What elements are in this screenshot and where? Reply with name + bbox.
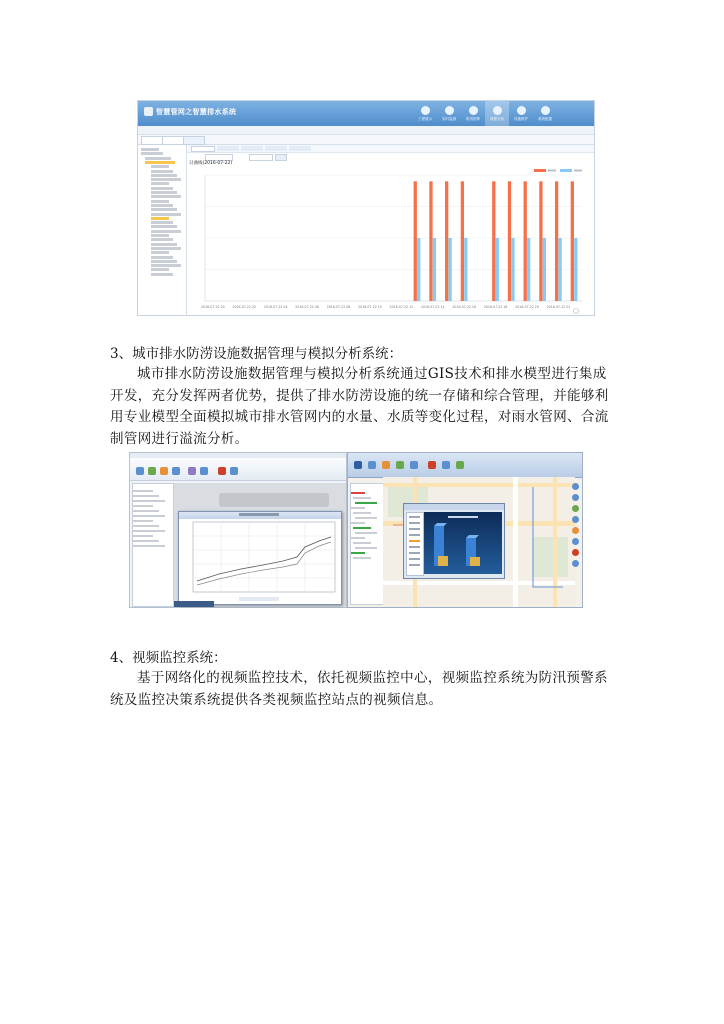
nav-item-flood-command[interactable]	[461, 101, 485, 126]
plot-area	[193, 522, 335, 592]
chart-panel	[187, 145, 594, 315]
daily-bar-chart	[187, 165, 594, 315]
nav-item-data-analysis[interactable]	[485, 101, 509, 126]
nav-item-config[interactable]	[533, 101, 557, 126]
nav-item-maintenance[interactable]	[509, 101, 533, 126]
model-analysis-window	[129, 452, 347, 608]
legend-label	[548, 170, 556, 172]
sub-tabs	[187, 145, 594, 153]
legend-label	[574, 170, 582, 172]
tree-row[interactable]	[351, 552, 365, 554]
tree-row[interactable]	[133, 545, 165, 547]
bar	[543, 238, 546, 301]
drainage-system-screenshot	[137, 100, 595, 316]
ribbon-toolbar	[130, 458, 346, 481]
tree-row[interactable]	[151, 187, 173, 190]
list-item[interactable]	[409, 522, 420, 524]
list-item[interactable]	[409, 546, 420, 548]
tree-row[interactable]	[151, 251, 169, 254]
bar	[524, 181, 527, 301]
tree-row[interactable]	[151, 234, 169, 237]
profile-chart-dialog	[178, 511, 342, 605]
tree-row[interactable]	[351, 522, 365, 524]
date-input[interactable]	[249, 154, 273, 161]
station-tree	[138, 145, 187, 315]
bar	[555, 181, 558, 301]
nav-label: 实时监测	[442, 116, 456, 121]
tool-icon[interactable]	[442, 461, 450, 469]
x-tick-label: 2016-07-22 14	[420, 305, 445, 309]
app-title: 智慧管网之智慧排水系统	[156, 108, 237, 116]
dialog-titlebar	[179, 512, 341, 519]
tree-row[interactable]	[133, 490, 153, 492]
tree-row[interactable]	[133, 515, 165, 517]
identify-icon[interactable]	[572, 538, 579, 545]
tree-row[interactable]	[355, 547, 377, 549]
tree-row[interactable]	[133, 520, 153, 522]
app-logo-icon	[144, 107, 153, 116]
tree-row[interactable]	[353, 497, 371, 499]
tree-row[interactable]	[151, 208, 177, 211]
tool-icon[interactable]	[148, 467, 156, 475]
sub-tab[interactable]	[289, 146, 311, 151]
select-icon[interactable]	[572, 549, 579, 556]
tree-row[interactable]	[151, 273, 173, 276]
tree-row[interactable]	[151, 174, 177, 177]
bar	[511, 238, 514, 301]
list-item[interactable]	[409, 534, 420, 536]
tree-row[interactable]	[151, 268, 169, 271]
x-tick-label: 2016-07-22 04	[263, 305, 288, 309]
tree-row[interactable]	[141, 152, 163, 155]
page-tab-strip	[138, 135, 594, 145]
tree-row[interactable]	[151, 178, 181, 181]
bar	[429, 181, 432, 301]
tree-row[interactable]	[151, 221, 173, 224]
tree-row[interactable]	[151, 264, 181, 267]
tree-row[interactable]	[351, 507, 365, 509]
layer-pane	[132, 483, 174, 607]
bar	[496, 238, 499, 301]
tree-row[interactable]	[151, 260, 177, 263]
layer-tree	[350, 483, 384, 605]
query-button[interactable]	[275, 154, 287, 161]
nav-label: 数据分析	[490, 116, 504, 121]
toolbar	[138, 126, 594, 135]
tool-icon[interactable]	[200, 467, 208, 475]
tree-row[interactable]	[151, 225, 177, 228]
modeling-system-screenshot	[129, 452, 583, 608]
bar	[464, 238, 467, 301]
sub-tab-active[interactable]	[191, 146, 215, 152]
tool-icon[interactable]	[428, 461, 436, 469]
tree-row[interactable]	[151, 243, 177, 246]
tool-icon[interactable]	[160, 467, 168, 475]
bar	[571, 181, 574, 301]
bar	[508, 181, 511, 301]
tree-row[interactable]	[355, 517, 377, 519]
tree-row[interactable]	[355, 532, 377, 534]
bar3d-blue-top	[466, 535, 479, 538]
water-level-line-chart	[179, 519, 341, 604]
bar3d-yellow	[438, 556, 448, 566]
zoom-in-icon[interactable]	[572, 483, 579, 490]
x-tick-label: 2016-07-22 00	[201, 305, 225, 309]
monitor-icon	[445, 106, 454, 115]
measure-icon[interactable]	[572, 516, 579, 523]
tree-row[interactable]	[151, 200, 169, 203]
tool-icon[interactable]	[456, 461, 464, 469]
dialog-button	[239, 597, 279, 601]
tree-row[interactable]	[151, 213, 181, 216]
tool-icon[interactable]	[136, 467, 144, 475]
tool-icon[interactable]	[368, 461, 376, 469]
tree-row[interactable]	[151, 247, 181, 250]
bar3d-svg	[424, 512, 502, 574]
tool-icon[interactable]	[410, 461, 418, 469]
x-tick-label: 2016-07-22 02	[232, 305, 257, 309]
tree-row[interactable]	[353, 542, 371, 544]
tool-icon[interactable]	[396, 461, 404, 469]
list-item[interactable]	[409, 552, 420, 554]
map-tools	[572, 483, 580, 593]
zoom-out-icon[interactable]	[572, 494, 579, 501]
dialog-titlebar	[404, 504, 504, 510]
bar	[433, 238, 436, 301]
app-header	[138, 101, 594, 126]
tree-row[interactable]	[353, 512, 371, 514]
list-item[interactable]	[409, 540, 420, 542]
bar	[417, 238, 420, 301]
dialog-title	[239, 513, 279, 516]
section4-heading: 4、视频监控系统：	[110, 650, 227, 666]
bar	[414, 181, 417, 301]
chart-date-label: 日曲线(2016-07-22)	[189, 161, 233, 166]
x-tick-label: 2016-07-22 06	[295, 305, 319, 309]
x-tick-label: 2016-07-22 16	[452, 305, 476, 309]
statistics-list	[406, 512, 424, 576]
bar3d-yellow	[470, 557, 480, 566]
legend-swatch	[534, 169, 546, 172]
tree-row[interactable]	[133, 540, 159, 542]
nav-label: 系统配置	[538, 116, 552, 121]
gis-map-window	[347, 452, 583, 608]
tree-row[interactable]	[353, 557, 371, 559]
refresh-icon[interactable]	[572, 560, 579, 567]
list-item[interactable]	[409, 558, 420, 560]
pipe-profile	[219, 493, 329, 507]
page-tab-active[interactable]	[183, 136, 205, 145]
tool-icon[interactable]	[382, 461, 390, 469]
settings-icon	[541, 106, 550, 115]
tool-icon[interactable]	[354, 461, 362, 469]
tree-row[interactable]	[145, 161, 175, 164]
x-tick-label: 2016-07-22 20	[515, 305, 539, 309]
x-tick-label: 2016-07-22 22	[546, 305, 571, 309]
tree-row[interactable]	[151, 170, 173, 173]
statistics-3d-chart	[424, 512, 502, 574]
bar	[574, 238, 577, 301]
bar	[558, 238, 561, 301]
section3-heading: 3、城市排水防涝设施数据管理与模拟分析系统：	[110, 346, 403, 362]
status-indicator	[174, 601, 214, 607]
tool-icon[interactable]	[218, 467, 226, 475]
tree-row[interactable]	[151, 195, 181, 198]
nav-label: 工程展示	[418, 116, 432, 121]
tree-row[interactable]	[151, 191, 177, 194]
tree-row[interactable]	[133, 505, 153, 507]
person-icon	[469, 106, 478, 115]
ribbon-toolbar	[348, 453, 582, 478]
page-tab[interactable]	[162, 136, 184, 145]
tree-row[interactable]	[133, 495, 159, 497]
tree-row[interactable]	[133, 510, 159, 512]
tool-icon[interactable]	[230, 467, 238, 475]
tree-row[interactable]	[151, 238, 173, 241]
tree-row[interactable]	[133, 525, 159, 527]
filter-bar	[187, 153, 594, 160]
tree-row[interactable]	[353, 527, 371, 529]
tree-row[interactable]	[133, 535, 153, 537]
sub-tab[interactable]	[241, 146, 263, 151]
x-tick-label: 2016-07-22 08	[326, 305, 351, 309]
bar	[539, 181, 542, 301]
top-navigation	[413, 101, 557, 126]
bar3d-blue-top	[434, 523, 447, 526]
tree-row[interactable]	[351, 537, 365, 539]
layer-icon[interactable]	[572, 527, 579, 534]
statistics-dialog	[403, 503, 505, 579]
x-tick-label: 2016-07-22 10	[358, 305, 382, 309]
bar	[448, 238, 451, 301]
list-item[interactable]	[409, 516, 420, 518]
tree-row[interactable]	[145, 157, 171, 160]
nav-label: 防汛指挥	[466, 116, 480, 121]
nav-label: 设施维护	[514, 116, 528, 121]
bar	[527, 238, 530, 301]
sub-tab[interactable]	[265, 146, 287, 151]
section3-paragraph: 城市排水防涝设施数据管理与模拟分析系统通过GIS技术和排水模型进行集成开发，充分发挥两者优势，提供了排水防涝设施的统一存储和综合管理，并能够利用专业模型全面模拟城市排水管网内的水量、水质等变化过程，对雨水管网、合流制管网进行溢流分析。	[110, 366, 609, 447]
tool-icon[interactable]	[188, 467, 196, 475]
tree-row[interactable]	[151, 217, 169, 220]
page-tab[interactable]	[141, 136, 163, 145]
nav-item-engineering[interactable]	[413, 101, 437, 126]
tree-row[interactable]	[133, 530, 165, 532]
pan-icon[interactable]	[572, 505, 579, 512]
drainage-pipe	[533, 487, 563, 587]
list-item[interactable]	[409, 528, 420, 530]
tree-row[interactable]	[151, 230, 181, 233]
tree-row[interactable]	[151, 204, 173, 207]
list-item[interactable]	[409, 564, 420, 566]
tool-icon[interactable]	[172, 467, 180, 475]
tree-row[interactable]	[355, 502, 377, 504]
section4-paragraph: 基于网络化的视频监控技术，依托视频监控中心，视频监控系统为防汛预警系统及监控决策系统提供各类视频监控站点的视频信息。	[110, 670, 608, 708]
bar	[445, 181, 448, 301]
tree-row[interactable]	[151, 165, 169, 168]
tree-row[interactable]	[351, 492, 365, 494]
legend-swatch	[560, 169, 572, 172]
bar	[461, 181, 464, 301]
tree-row[interactable]	[141, 148, 159, 151]
tree-row[interactable]	[133, 500, 165, 502]
gear-icon	[517, 106, 526, 115]
bar-chart-icon	[493, 106, 502, 115]
x-tick-label: 2016-07-22 12	[389, 305, 414, 309]
bar	[492, 181, 495, 301]
x-tick-label: 2016-07-22 18	[483, 305, 508, 309]
nav-item-monitoring[interactable]	[437, 101, 461, 126]
zoom-icon	[574, 309, 579, 314]
sub-tab[interactable]	[217, 146, 239, 151]
tree-row[interactable]	[151, 182, 169, 185]
tree-row[interactable]	[151, 256, 173, 259]
radiation-icon	[421, 106, 430, 115]
